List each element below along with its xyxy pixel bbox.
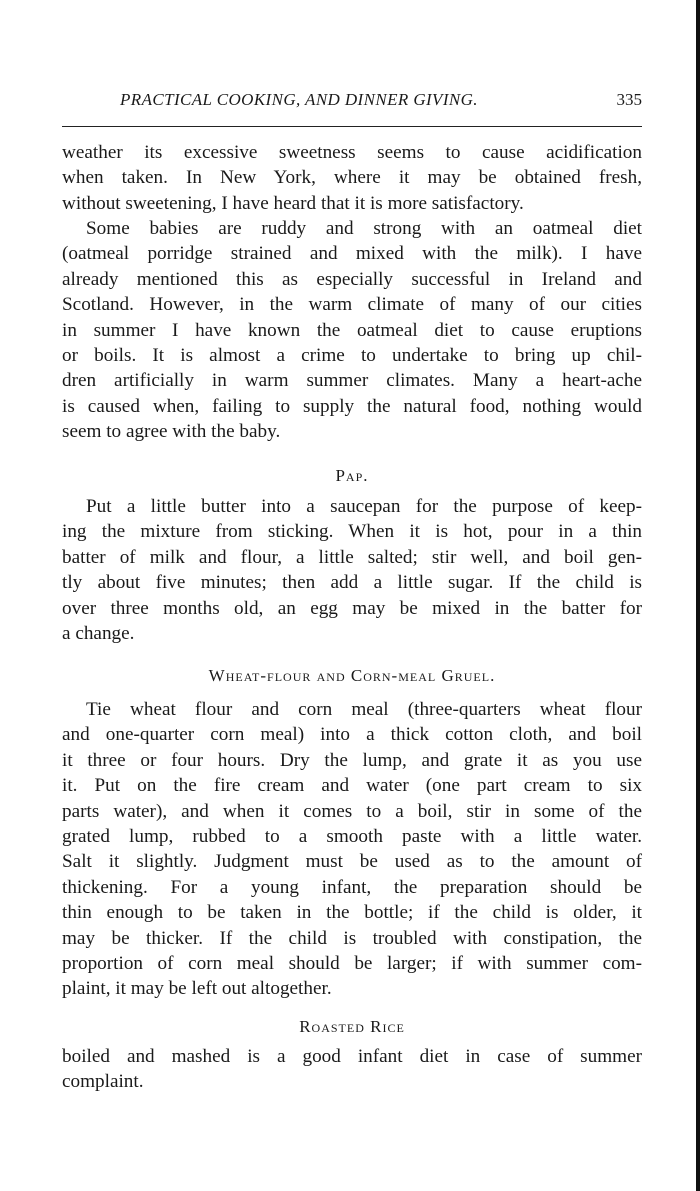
page-edge-shadow [696, 0, 700, 1191]
text-line: tly about five minutes; then add a little sugar. If the child is [62, 572, 642, 594]
text-line: is caused when, failing to supply the natural food, nothing would [62, 395, 642, 417]
text-line: Some babies are ruddy and strong with an oatmeal diet [86, 218, 642, 239]
text-line: or boils. It is almost a crime to undertake to bring up chil- [62, 344, 642, 366]
text-line: Scotland. However, in the warm climate of many of our cities [62, 294, 642, 316]
paragraph-rice [62, 1044, 642, 1095]
text-line: seem to agree with the baby. [62, 421, 281, 443]
text-line: (oatmeal porridge strained and mixed with the milk). I have [62, 243, 642, 265]
text-line: may be thicker. If the child is troubled with constipation, the [62, 927, 642, 949]
text-line: Put a little butter into a saucepan for the purpose of keep- [86, 496, 642, 517]
paragraph-oatmeal [62, 216, 642, 445]
section-heading-gruel: Wheat-flour and Corn-meal Gruel. [208, 666, 496, 685]
paragraph-pap [62, 494, 642, 646]
text-line: over three months old, an egg may be mixed in the batter for [62, 597, 642, 619]
text-line: Salt it slightly. Judgment must be used as to the amount of [62, 851, 642, 873]
text-line: a change. [62, 622, 135, 644]
text-line: it. Put on the fire cream and water (one part cream to six [62, 775, 642, 797]
text-line: Tie wheat flour and corn meal (three-quarters wheat flour [86, 699, 642, 720]
header-rule [62, 126, 642, 127]
text-line: plaint, it may be left out altogether. [62, 978, 332, 1000]
text-line: when taken. In New York, where it may be obtained fresh, [62, 167, 642, 189]
paragraph-gruel [62, 697, 642, 1002]
text-line: dren artificially in warm summer climates. Many a heart-ache [62, 370, 642, 392]
text-line: ing the mixture from sticking. When it is hot, pour in a thin [62, 521, 642, 543]
text-line: and one-quarter corn meal) into a thick cotton cloth, and boil [62, 724, 642, 746]
text-line: thickening. For a young infant, the preparation should be [62, 876, 642, 898]
text-line: thin enough to be taken in the bottle; if the child is older, it [62, 902, 642, 924]
running-title: PRACTICAL COOKING, AND DINNER GIVING. [120, 90, 478, 109]
text-line: already mentioned this as especially successful in Ireland and [62, 268, 642, 290]
paragraph-continued [62, 140, 642, 216]
text-line: proportion of corn meal should be larger; if with summer com- [62, 952, 642, 974]
section-heading-rice: Roasted Rice [299, 1017, 405, 1036]
running-head [62, 90, 642, 114]
text-line: grated lump, rubbed to a smooth paste with a little water. [62, 825, 642, 847]
text-line: boiled and mashed is a good infant diet in case of summer [62, 1046, 642, 1067]
text-line: complaint. [62, 1071, 144, 1093]
page-number: 335 [616, 90, 642, 109]
text-line: without sweetening, I have heard that it is more satisfactory. [62, 192, 524, 214]
text-line: it three or four hours. Dry the lump, and grate it as you use [62, 749, 642, 771]
text-line: in summer I have known the oatmeal diet to cause eruptions [62, 319, 642, 341]
text-line: parts water), and when it comes to a boil, stir in some of the [62, 800, 642, 822]
text-line: batter of milk and flour, a little salted; stir well, and boil gen- [62, 546, 642, 568]
text-line: weather its excessive sweetness seems to cause acidification [62, 142, 642, 163]
section-heading-pap: Pap. [335, 466, 369, 485]
